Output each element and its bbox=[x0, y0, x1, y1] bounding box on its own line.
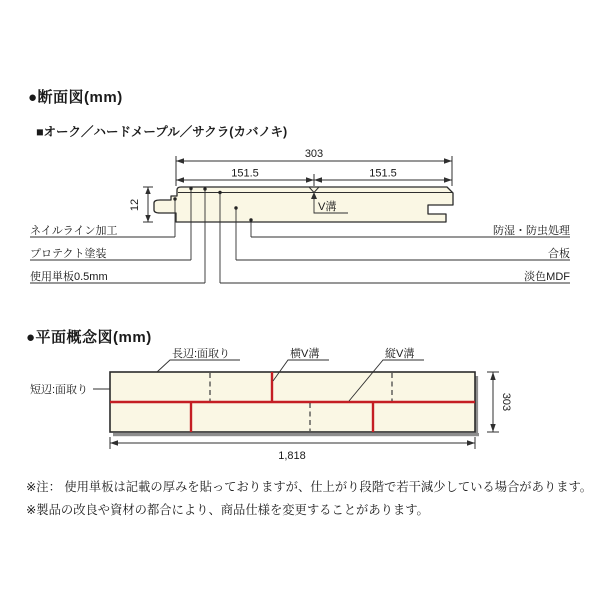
cross-v-groove-label: 横V溝 bbox=[290, 348, 320, 360]
plan-view-diagram bbox=[30, 346, 512, 462]
veneer-label: 使用単板0.5mm bbox=[30, 271, 108, 283]
dim-half-left-value: 151.5 bbox=[231, 167, 259, 180]
long-side-chamfer-label: 長辺:面取り bbox=[172, 348, 231, 360]
dim-thickness-value: 12 bbox=[129, 198, 141, 212]
dim-plan-width-value: 303 bbox=[500, 392, 512, 412]
damp-insect-label: 防湿・防虫処理 bbox=[493, 225, 570, 237]
plan-view-title: ●平面概念図(mm) bbox=[26, 329, 152, 346]
nail-line-label: ネイルライン加工 bbox=[30, 225, 118, 237]
short-side-chamfer-callout bbox=[30, 383, 110, 396]
species-subtitle: ■オーク／ハードメープル／サクラ(カバノキ) bbox=[36, 125, 288, 139]
dim-overall-width-value: 303 bbox=[304, 148, 324, 160]
dim-half-right-value: 151.5 bbox=[369, 167, 397, 180]
panel-shadow-right bbox=[476, 376, 479, 434]
dim-half-widths bbox=[176, 168, 452, 187]
protect-coating-label: プロテクト塗装 bbox=[30, 248, 107, 260]
long-side-chamfer-callout bbox=[157, 347, 240, 372]
dim-plan-length bbox=[110, 437, 475, 462]
plywood-label: 合板 bbox=[548, 248, 570, 260]
dim-plan-width bbox=[487, 372, 512, 432]
note-line-2: ※製品の改良や資材の都合により、商品仕様を変更することがあります。 bbox=[26, 503, 429, 517]
dim-plan-length-value: 1,818 bbox=[278, 450, 306, 462]
short-side-chamfer-label: 短辺:面取り bbox=[30, 384, 89, 396]
panel-shadow-bottom bbox=[113, 433, 479, 436]
dim-thickness bbox=[129, 187, 153, 222]
note-line-1: ※注： 使用単板は記載の厚みを貼っておりますが、仕上がり段階で若干減少している場合があります。 bbox=[26, 480, 593, 494]
cross-section-title: ●断面図(mm) bbox=[28, 89, 123, 106]
cross-section-diagram bbox=[30, 148, 570, 283]
mdf-label: 淡色MDF bbox=[524, 271, 570, 283]
vertical-v-groove-label: 縦V溝 bbox=[385, 348, 415, 360]
v-groove-label: V溝 bbox=[318, 201, 337, 213]
